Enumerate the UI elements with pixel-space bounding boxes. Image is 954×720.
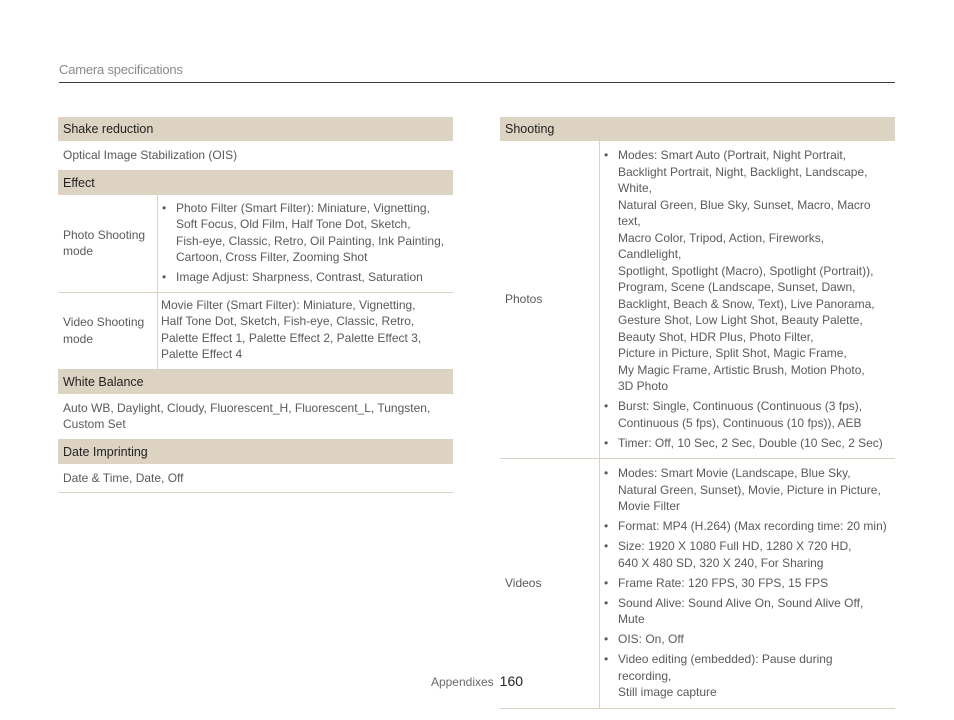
list-item: • Image Adjust: Sharpness, Contrast, Saturation (161, 269, 447, 286)
page-number: 160 (499, 673, 524, 689)
left-spec-table (58, 117, 453, 493)
date-imprinting-value: Date & Time, Date, Off (58, 464, 453, 494)
page-footer (0, 673, 954, 689)
list-item: • Format: MP4 (H.264) (Max recording time: 20 min) (603, 518, 889, 535)
videos-label: Videos (500, 459, 600, 708)
effect-video-row (58, 293, 453, 370)
photos-label: Photos (500, 141, 600, 458)
video-shooting-mode-label: Video Shooting mode (58, 293, 158, 369)
list-item: • Modes: Smart Movie (Landscape, Blue Sky, Natural Green, Sunset), Movie, Picture in Picture, Movie Filter (603, 465, 889, 515)
list-item: • Modes: Smart Auto (Portrait, Night Portrait, Backlight Portrait, Night, Backlight, Landscape, White, Natural Green, Blue Sky, Sunset, Macro, Macro text, Macro Color, Tripod, Action, Fireworks, Candlelight, Spotlight, Spotlight (Macro), Spotlight (Portrait)), Program, Scene (Landscape, Sunset, Dawn, Backlight, Beach & Snow, Text), Live Panorama, Gesture Shot, Low Light Shot, Beauty Palette, Beauty Shot, HDR Plus, Photo Filter, Picture in Picture, Split Shot, Magic Frame, My Magic Frame, Artistic Brush, Motion Photo, 3D Photo (603, 147, 889, 395)
videos-row (500, 459, 895, 709)
video-shooting-mode-value: Movie Filter (Smart Filter): Miniature, Vignetting, Half Tone Dot, Sketch, Fish-eye, Classic, Retro, Palette Effect 1, Palette Effect 2, Palette Effect 3, Palette Effect 4 (161, 297, 422, 361)
list-item: • Video editing (embedded): Pause during recording, Still image capture (603, 651, 889, 701)
list-item: • Burst: Single, Continuous (Continuous (3 fps), Continuous (5 fps), Continuous (10 fps)), AEB (603, 398, 889, 431)
effect-heading: Effect (58, 171, 453, 195)
white-balance-value: Auto WB, Daylight, Cloudy, Fluorescent_H, Fluorescent_L, Tungsten, Custom Set (58, 394, 453, 440)
videos-value (600, 459, 895, 708)
list-item: • Frame Rate: 120 FPS, 30 FPS, 15 FPS (603, 575, 889, 592)
photo-effect-list (161, 200, 447, 286)
effect-photo-row (58, 195, 453, 293)
list-item: • OIS: On, Off (603, 631, 889, 648)
shake-reduction-heading: Shake reduction (58, 117, 453, 141)
photos-row (500, 141, 895, 459)
shooting-heading: Shooting (500, 117, 895, 141)
footer-section: Appendixes (430, 675, 494, 689)
photos-value (600, 141, 895, 458)
list-item: • Timer: Off, 10 Sec, 2 Sec, Double (10 Sec, 2 Sec) (603, 435, 889, 452)
header-rule (59, 82, 895, 83)
white-balance-heading: White Balance (58, 370, 453, 394)
right-spec-table (500, 117, 895, 709)
list-item: • Size: 1920 X 1080 Full HD, 1280 X 720 HD, 640 X 480 SD, 320 X 240, For Sharing (603, 538, 889, 571)
header-title: Camera specifications (59, 62, 183, 77)
list-item: • Photo Filter (Smart Filter): Miniature, Vignetting, Soft Focus, Old Film, Half Tone Dot, Sketch, Fish-eye, Classic, Retro, Oil Painting, Ink Painting, Cartoon, Cross Filter, Zooming Shot (161, 200, 447, 266)
date-imprinting-heading: Date Imprinting (58, 440, 453, 464)
list-item: • Sound Alive: Sound Alive On, Sound Alive Off, Mute (603, 595, 889, 628)
photo-shooting-mode-value (158, 195, 453, 292)
photo-shooting-mode-label: Photo Shooting mode (58, 195, 158, 292)
photos-list (603, 147, 889, 451)
shake-reduction-value: Optical Image Stabilization (OIS) (58, 141, 453, 171)
videos-list (603, 465, 889, 701)
